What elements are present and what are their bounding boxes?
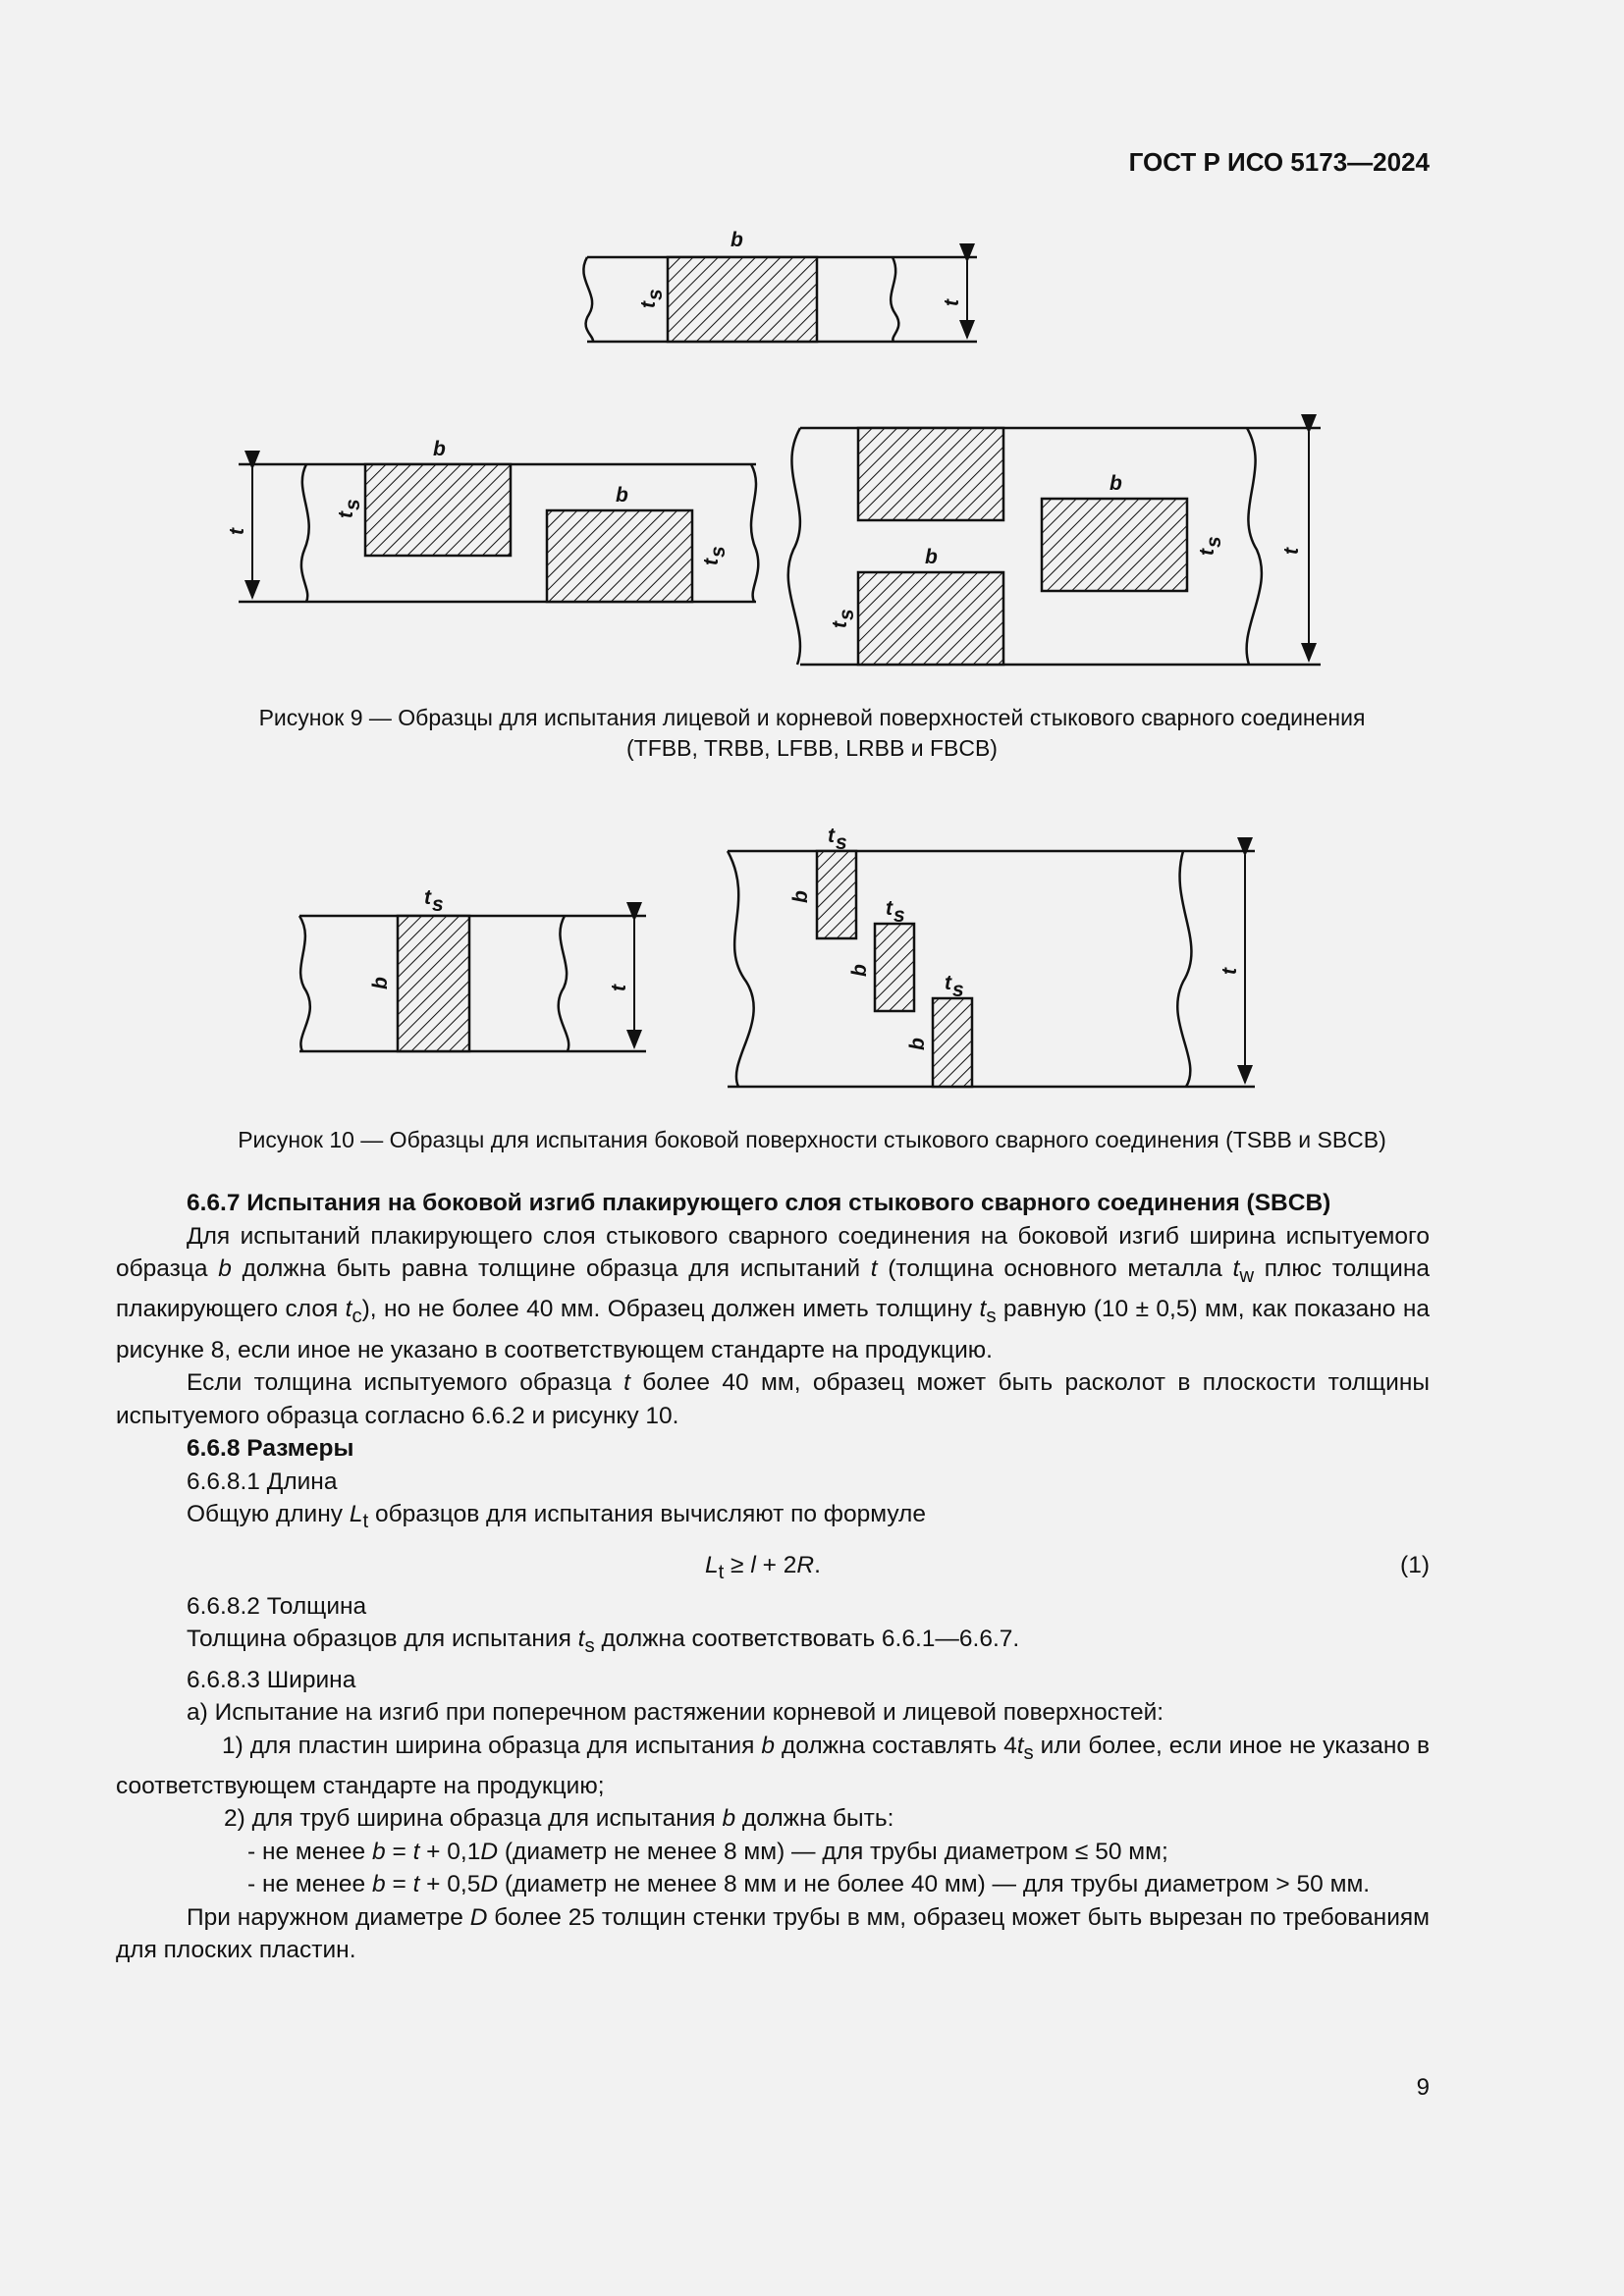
- figure9-caption: [116, 703, 1508, 764]
- fig9-left-label-t: t: [226, 528, 248, 535]
- fig10-left-label-ts: [424, 886, 444, 916]
- section-667-heading: 6.6.7 Испытания на боковой изгиб плакирующего слоя стыкового сварного соединения (SBCB): [187, 1190, 1331, 1216]
- fig9-left-label-b2: b: [616, 484, 628, 507]
- fig9-right-specimen: [788, 428, 1321, 665]
- svg-text:t: t: [828, 825, 835, 847]
- fig9-right-label-t: t: [1280, 548, 1303, 555]
- svg-text:t: t: [1196, 549, 1218, 556]
- svg-text:t: t: [637, 301, 660, 308]
- fig9-left-specimen: [239, 464, 758, 602]
- fig10-right-label-b1: b: [789, 890, 812, 903]
- fig9-right-label-b2: b: [925, 546, 938, 568]
- fig10-left-label-b: b: [369, 977, 392, 989]
- fig9-left-label-ts2: [700, 546, 730, 565]
- svg-text:s: s: [836, 831, 847, 854]
- svg-text:s: s: [952, 979, 964, 1001]
- list-item-2: 2) для труб ширина образца для испытания b должна быть:: [224, 1805, 894, 1833]
- paragraph-3: Общую длину $L_t$ образцов для испытания вычисляют по формуле: [187, 1501, 926, 1533]
- fig10-right-label-ts2: [886, 897, 905, 927]
- list-dash-2: - не менее b = t + 0,5D (диаметр не менее 8 мм и не более 40 мм) — для трубы диаметром > 50 мм.: [247, 1871, 1371, 1898]
- section-6682-heading: 6.6.8.2 Толщина: [187, 1592, 367, 1620]
- svg-text:s: s: [836, 609, 858, 620]
- svg-text:t: t: [886, 897, 893, 920]
- document-code: ГОСТ Р ИСО 5173—2024: [1128, 147, 1430, 177]
- list-item-1: 1) для пластин ширина образца для испытания b должна составлять $4t_s$ или более, если иное не указано в соответствующем стандарте на продукцию;: [116, 1732, 1430, 1799]
- fig9-left-label-ts1: [335, 499, 364, 518]
- section-6683-heading: 6.6.8.3 Ширина: [187, 1666, 356, 1693]
- svg-text:s: s: [432, 893, 444, 916]
- svg-text:s: s: [644, 289, 667, 300]
- svg-text:t: t: [424, 886, 431, 909]
- svg-text:s: s: [1203, 536, 1225, 548]
- svg-text:s: s: [342, 499, 364, 510]
- fig10-right-label-b2: b: [848, 964, 871, 977]
- fig9-right-label-b1: b: [1110, 472, 1122, 495]
- section-6681-heading: 6.6.8.1 Длина: [187, 1468, 338, 1495]
- fig9-top-label-b: b: [731, 229, 743, 251]
- svg-text:s: s: [893, 904, 905, 927]
- fig10-right-specimen: [728, 851, 1255, 1087]
- fig9-left-label-b1: b: [433, 438, 446, 460]
- formula-number: (1): [1400, 1551, 1430, 1578]
- list-item-a: а) Испытание на изгиб при поперечном растяжении корневой и лицевой поверхностей:: [187, 1699, 1164, 1727]
- fig10-right-label-b3: b: [906, 1038, 929, 1050]
- fig9-right-label-ts1: [1196, 536, 1225, 556]
- paragraph-1: Для испытаний плакирующего слоя стыкового сварного соединения на боковой изгиб ширина испытуемого образца b должна быть равна толщине образца для испытаний t (толщина основного металла $t_w$ плюс толщина плакирующего слоя $t_c$), но не более 40 мм. Образец должен иметь толщину $t_s$ равную (10 ± 0,5) мм, как показано на рисунке 8, если иное не указано в соответствующем стандарте на продукцию.: [116, 1222, 1430, 1363]
- fig9-top-label-t: t: [941, 299, 963, 306]
- list-dash-1: - не менее b = t + 0,1D (диаметр не менее 8 мм) — для трубы диаметром ≤ 50 мм;: [247, 1838, 1168, 1865]
- svg-text:t: t: [700, 559, 723, 565]
- paragraph-4: Толщина образцов для испытания $t_s$ должна соответствовать 6.6.1—6.6.7.: [187, 1626, 1020, 1658]
- figure9-caption-line2: (TFBB, TRBB, LFBB, LRBB и FBCB): [626, 735, 998, 761]
- page-number: 9: [1416, 2074, 1430, 2101]
- fig9-top-label-ts: [637, 289, 667, 308]
- body-text: [116, 1187, 1430, 1967]
- fig10-right-label-ts3: [945, 972, 964, 1001]
- svg-text:t: t: [945, 972, 951, 994]
- fig10-right-label-ts1: [828, 825, 847, 854]
- fig10-left-specimen: [299, 916, 646, 1051]
- formula-expression: $L_t \ge l + 2R$.: [705, 1551, 821, 1583]
- figures-drawing: [0, 0, 1624, 1109]
- formula-1: [116, 1539, 1430, 1590]
- svg-text:t: t: [335, 511, 357, 518]
- fig10-right-label-t: t: [1218, 968, 1241, 975]
- svg-text:t: t: [829, 621, 851, 628]
- svg-text:s: s: [707, 546, 730, 558]
- fig10-left-label-t: t: [608, 985, 630, 991]
- fig9-top-specimen: [583, 257, 977, 342]
- figure9-caption-line1: Рисунок 9 — Образцы для испытания лицевой и корневой поверхностей стыкового сварного соединения: [258, 705, 1366, 730]
- figure10-caption: Рисунок 10 — Образцы для испытания боковой поверхности стыкового сварного соединения (TSBB и SBCB): [238, 1127, 1386, 1152]
- fig9-right-label-ts2: [829, 609, 858, 628]
- paragraph-2: Если толщина испытуемого образца t более 40 мм, образец может быть расколот в плоскости толщины испытуемого образца согласно 6.6.2 и рисунку 10.: [116, 1369, 1430, 1429]
- paragraph-5: При наружном диаметре D более 25 толщин стенки трубы в мм, образец может быть вырезан по требованиям для плоских пластин.: [116, 1903, 1430, 1964]
- section-668-heading: 6.6.8 Размеры: [187, 1435, 354, 1463]
